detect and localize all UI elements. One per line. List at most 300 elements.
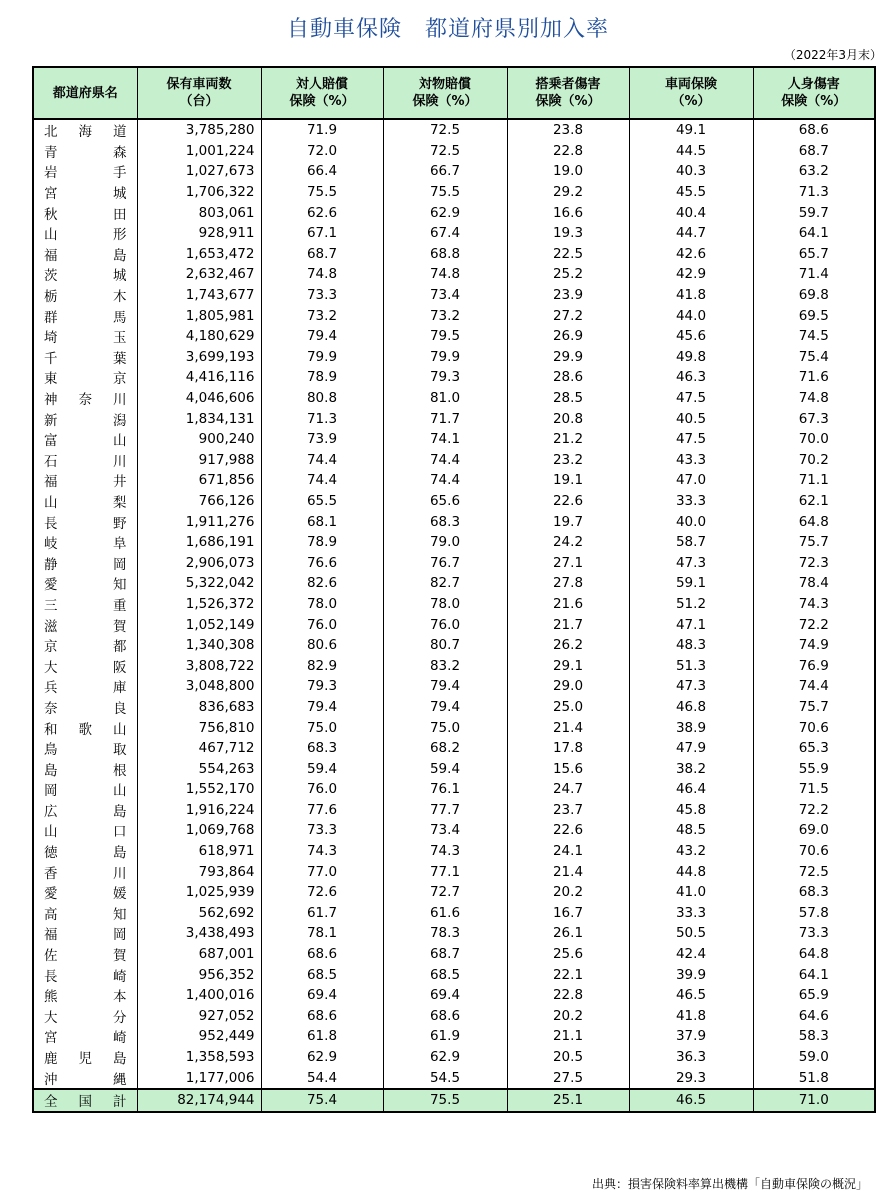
property-damage-cell: 79.9 (383, 347, 507, 368)
prefecture-name: 広 島 (44, 803, 127, 820)
bodily-injury-cell: 74.4 (261, 450, 383, 471)
bodily-injury-cell: 73.9 (261, 429, 383, 450)
table-row (33, 614, 875, 635)
prefecture-name: 埼 玉 (44, 330, 127, 347)
personal-injury-cell: 65.7 (753, 244, 875, 265)
prefecture-cell (33, 1006, 137, 1027)
table-row (33, 1067, 875, 1089)
prefecture-name: 新 潟 (44, 412, 127, 429)
table-row (33, 861, 875, 882)
vehicle-count-cell: 3,699,193 (137, 347, 261, 368)
passenger-injury-cell: 21.6 (507, 594, 629, 615)
vehicle-count-cell: 618,971 (137, 841, 261, 862)
personal-injury-cell: 76.9 (753, 655, 875, 676)
passenger-injury-cell: 26.9 (507, 326, 629, 347)
vehicle-insurance-cell: 58.7 (629, 532, 753, 553)
vehicle-insurance-cell: 41.8 (629, 285, 753, 306)
vehicle-insurance-cell: 45.8 (629, 800, 753, 821)
prefecture-cell (33, 1089, 137, 1112)
personal-injury-cell: 64.6 (753, 1006, 875, 1027)
passenger-injury-cell: 21.2 (507, 429, 629, 450)
header-row (33, 67, 875, 119)
property-damage-cell: 62.9 (383, 202, 507, 223)
vehicle-insurance-cell: 40.0 (629, 511, 753, 532)
passenger-injury-cell: 22.6 (507, 491, 629, 512)
personal-injury-cell: 70.6 (753, 841, 875, 862)
bodily-injury-cell: 75.0 (261, 717, 383, 738)
property-damage-cell: 79.3 (383, 367, 507, 388)
passenger-injury-cell: 23.9 (507, 285, 629, 306)
passenger-injury-cell: 25.0 (507, 697, 629, 718)
vehicle-count-cell: 687,001 (137, 944, 261, 965)
property-damage-cell: 74.4 (383, 470, 507, 491)
prefecture-cell (33, 903, 137, 924)
passenger-injury-cell: 22.6 (507, 820, 629, 841)
bodily-injury-cell: 78.1 (261, 923, 383, 944)
table-row (33, 985, 875, 1006)
vehicle-insurance-cell: 38.9 (629, 717, 753, 738)
table-row (33, 779, 875, 800)
vehicle-count-cell: 1,400,016 (137, 985, 261, 1006)
prefecture-name: 静 岡 (44, 556, 127, 573)
bodily-injury-cell: 79.3 (261, 676, 383, 697)
prefecture-name: 福 島 (44, 247, 127, 264)
personal-injury-cell: 59.0 (753, 1047, 875, 1068)
passenger-injury-cell: 29.0 (507, 676, 629, 697)
prefecture-cell (33, 1067, 137, 1089)
vehicle-insurance-cell: 44.0 (629, 305, 753, 326)
passenger-injury-cell: 25.2 (507, 264, 629, 285)
property-damage-cell: 73.4 (383, 285, 507, 306)
vehicle-count-cell: 4,416,116 (137, 367, 261, 388)
bodily-injury-cell: 54.4 (261, 1067, 383, 1089)
bodily-injury-cell: 65.5 (261, 491, 383, 512)
property-damage-cell: 69.4 (383, 985, 507, 1006)
personal-injury-cell: 74.3 (753, 594, 875, 615)
prefecture-cell (33, 429, 137, 450)
bodily-injury-cell: 72.0 (261, 141, 383, 162)
vehicle-count-cell: 1,025,939 (137, 882, 261, 903)
vehicle-insurance-cell: 40.3 (629, 161, 753, 182)
table-row (33, 1006, 875, 1027)
passenger-injury-cell: 29.1 (507, 655, 629, 676)
vehicle-count-cell: 2,632,467 (137, 264, 261, 285)
bodily-injury-cell: 77.6 (261, 800, 383, 821)
personal-injury-cell: 62.1 (753, 491, 875, 512)
bodily-injury-cell: 80.6 (261, 635, 383, 656)
property-damage-cell: 75.5 (383, 182, 507, 203)
prefecture-cell (33, 1047, 137, 1068)
prefecture-cell (33, 820, 137, 841)
bodily-injury-cell: 79.9 (261, 347, 383, 368)
vehicle-insurance-cell: 46.3 (629, 367, 753, 388)
table-row (33, 882, 875, 903)
table-row (33, 532, 875, 553)
property-damage-cell: 72.7 (383, 882, 507, 903)
passenger-injury-cell: 24.2 (507, 532, 629, 553)
prefecture-cell (33, 552, 137, 573)
table-row (33, 347, 875, 368)
vehicle-insurance-cell: 41.8 (629, 1006, 753, 1027)
vehicle-count-cell: 1,526,372 (137, 594, 261, 615)
passenger-injury-cell: 21.4 (507, 861, 629, 882)
vehicle-count-cell: 5,322,042 (137, 573, 261, 594)
personal-injury-cell: 72.2 (753, 614, 875, 635)
personal-injury-cell: 71.3 (753, 182, 875, 203)
bodily-injury-cell: 76.0 (261, 779, 383, 800)
personal-injury-cell: 78.4 (753, 573, 875, 594)
passenger-injury-cell: 24.7 (507, 779, 629, 800)
header-bodily-injury: 対人賠償 保険（%） (261, 67, 383, 119)
bodily-injury-cell: 72.6 (261, 882, 383, 903)
bodily-injury-cell: 61.7 (261, 903, 383, 924)
property-damage-cell: 77.7 (383, 800, 507, 821)
property-damage-cell: 75.5 (383, 1089, 507, 1112)
table-row (33, 305, 875, 326)
prefecture-cell (33, 944, 137, 965)
vehicle-insurance-cell: 42.9 (629, 264, 753, 285)
property-damage-cell: 62.9 (383, 1047, 507, 1068)
passenger-injury-cell: 27.1 (507, 552, 629, 573)
property-damage-cell: 68.6 (383, 1006, 507, 1027)
vehicle-insurance-cell: 42.6 (629, 244, 753, 265)
vehicle-count-cell: 928,911 (137, 223, 261, 244)
vehicle-insurance-cell: 47.9 (629, 738, 753, 759)
personal-injury-cell: 57.8 (753, 903, 875, 924)
vehicle-count-cell: 3,808,722 (137, 655, 261, 676)
personal-injury-cell: 69.5 (753, 305, 875, 326)
prefecture-cell (33, 244, 137, 265)
prefecture-name: 熊 本 (44, 989, 127, 1006)
prefecture-name: 高 知 (44, 906, 127, 923)
personal-injury-cell: 68.6 (753, 119, 875, 141)
prefecture-cell (33, 861, 137, 882)
prefecture-name: 香 川 (44, 865, 127, 882)
header-personal-injury: 人身傷害 保険（%） (753, 67, 875, 119)
vehicle-count-cell: 1,686,191 (137, 532, 261, 553)
property-damage-cell: 76.0 (383, 614, 507, 635)
table-row (33, 841, 875, 862)
passenger-injury-cell: 17.8 (507, 738, 629, 759)
personal-injury-cell: 71.6 (753, 367, 875, 388)
prefecture-name: 愛 知 (44, 577, 127, 594)
prefecture-name: 茨 城 (44, 268, 127, 285)
passenger-injury-cell: 23.8 (507, 119, 629, 141)
vehicle-count-cell: 1,027,673 (137, 161, 261, 182)
prefecture-name: 愛 媛 (44, 886, 127, 903)
vehicle-count-cell: 4,046,606 (137, 388, 261, 409)
vehicle-insurance-cell: 44.8 (629, 861, 753, 882)
prefecture-cell (33, 326, 137, 347)
source-note: 出典：損害保険料率算出機構「自動車保険の概況」 (591, 1177, 868, 1191)
personal-injury-cell: 64.8 (753, 944, 875, 965)
bodily-injury-cell: 73.3 (261, 285, 383, 306)
personal-injury-cell: 65.3 (753, 738, 875, 759)
table-row (33, 244, 875, 265)
property-damage-cell: 67.4 (383, 223, 507, 244)
vehicle-insurance-cell: 39.9 (629, 964, 753, 985)
prefecture-name: 鹿 児 島 (44, 1051, 127, 1068)
property-damage-cell: 81.0 (383, 388, 507, 409)
table-row (33, 264, 875, 285)
prefecture-cell (33, 305, 137, 326)
prefecture-name: 千 葉 (44, 350, 127, 367)
property-damage-cell: 79.4 (383, 676, 507, 697)
passenger-injury-cell: 28.6 (507, 367, 629, 388)
vehicle-count-cell: 1,177,006 (137, 1067, 261, 1089)
table-row (33, 511, 875, 532)
prefecture-name: 山 口 (44, 824, 127, 841)
vehicle-count-cell: 927,052 (137, 1006, 261, 1027)
vehicle-insurance-cell: 46.5 (629, 1089, 753, 1112)
as-of-date: （2022年3月末） (783, 48, 882, 62)
prefecture-cell (33, 779, 137, 800)
vehicle-insurance-cell: 51.3 (629, 655, 753, 676)
personal-injury-cell: 59.7 (753, 202, 875, 223)
vehicle-insurance-cell: 46.4 (629, 779, 753, 800)
table-row (33, 594, 875, 615)
personal-injury-cell: 71.5 (753, 779, 875, 800)
header-prefecture: 都道府県名 (33, 67, 137, 119)
prefecture-cell (33, 182, 137, 203)
vehicle-count-cell: 1,706,322 (137, 182, 261, 203)
table-row (33, 141, 875, 162)
bodily-injury-cell: 66.4 (261, 161, 383, 182)
passenger-injury-cell: 15.6 (507, 758, 629, 779)
prefecture-name: 和 歌 山 (44, 721, 127, 738)
personal-injury-cell: 74.5 (753, 326, 875, 347)
table-row (33, 964, 875, 985)
vehicle-insurance-cell: 33.3 (629, 491, 753, 512)
table-row (33, 800, 875, 821)
vehicle-count-cell: 1,358,593 (137, 1047, 261, 1068)
property-damage-cell: 75.0 (383, 717, 507, 738)
prefecture-cell (33, 450, 137, 471)
vehicle-insurance-cell: 59.1 (629, 573, 753, 594)
bodily-injury-cell: 68.1 (261, 511, 383, 532)
property-damage-cell: 68.2 (383, 738, 507, 759)
vehicle-count-cell: 1,653,472 (137, 244, 261, 265)
table-row (33, 450, 875, 471)
bodily-injury-cell: 67.1 (261, 223, 383, 244)
property-damage-cell: 68.7 (383, 944, 507, 965)
vehicle-insurance-cell: 45.6 (629, 326, 753, 347)
vehicle-count-cell: 3,785,280 (137, 119, 261, 141)
property-damage-cell: 72.5 (383, 141, 507, 162)
personal-injury-cell: 75.7 (753, 532, 875, 553)
vehicle-insurance-cell: 41.0 (629, 882, 753, 903)
prefecture-cell (33, 800, 137, 821)
prefecture-cell (33, 573, 137, 594)
bodily-injury-cell: 62.6 (261, 202, 383, 223)
vehicle-count-cell: 956,352 (137, 964, 261, 985)
personal-injury-cell: 51.8 (753, 1067, 875, 1089)
vehicle-insurance-cell: 47.3 (629, 676, 753, 697)
passenger-injury-cell: 20.8 (507, 408, 629, 429)
passenger-injury-cell: 20.2 (507, 1006, 629, 1027)
prefecture-name: 滋 賀 (44, 618, 127, 635)
vehicle-insurance-cell: 47.0 (629, 470, 753, 491)
prefecture-name: 青 森 (44, 144, 127, 161)
vehicle-count-cell: 900,240 (137, 429, 261, 450)
property-damage-cell: 68.5 (383, 964, 507, 985)
vehicle-insurance-cell: 47.5 (629, 429, 753, 450)
table-body (33, 119, 875, 1112)
passenger-injury-cell: 26.2 (507, 635, 629, 656)
prefecture-cell (33, 655, 137, 676)
prefecture-cell (33, 964, 137, 985)
prefecture-cell (33, 511, 137, 532)
bodily-injury-cell: 78.9 (261, 532, 383, 553)
prefecture-name: 岩 手 (44, 165, 127, 182)
prefecture-cell (33, 202, 137, 223)
personal-injury-cell: 75.4 (753, 347, 875, 368)
property-damage-cell: 79.0 (383, 532, 507, 553)
passenger-injury-cell: 27.2 (507, 305, 629, 326)
passenger-injury-cell: 27.8 (507, 573, 629, 594)
vehicle-insurance-cell: 46.8 (629, 697, 753, 718)
bodily-injury-cell: 80.8 (261, 388, 383, 409)
passenger-injury-cell: 24.1 (507, 841, 629, 862)
property-damage-cell: 73.2 (383, 305, 507, 326)
page-title: 自動車保険 都道府県別加入率 (286, 17, 609, 42)
table-row (33, 655, 875, 676)
vehicle-insurance-cell: 29.3 (629, 1067, 753, 1089)
prefecture-name: 石 川 (44, 453, 127, 470)
property-damage-cell: 79.5 (383, 326, 507, 347)
table-row (33, 367, 875, 388)
bodily-injury-cell: 74.4 (261, 470, 383, 491)
vehicle-count-cell: 2,906,073 (137, 552, 261, 573)
property-damage-cell: 68.3 (383, 511, 507, 532)
property-damage-cell: 78.0 (383, 594, 507, 615)
personal-injury-cell: 71.4 (753, 264, 875, 285)
property-damage-cell: 65.6 (383, 491, 507, 512)
property-damage-cell: 74.1 (383, 429, 507, 450)
bodily-injury-cell: 78.9 (261, 367, 383, 388)
prefecture-cell (33, 408, 137, 429)
table-row (33, 408, 875, 429)
personal-injury-cell: 74.4 (753, 676, 875, 697)
prefecture-cell (33, 923, 137, 944)
bodily-injury-cell: 59.4 (261, 758, 383, 779)
prefecture-cell (33, 285, 137, 306)
prefecture-cell (33, 223, 137, 244)
property-damage-cell: 77.1 (383, 861, 507, 882)
header-property-damage: 対物賠償 保険（%） (383, 67, 507, 119)
passenger-injury-cell: 29.9 (507, 347, 629, 368)
personal-injury-cell: 75.7 (753, 697, 875, 718)
vehicle-count-cell: 756,810 (137, 717, 261, 738)
prefecture-cell (33, 491, 137, 512)
table-row (33, 470, 875, 491)
table-row (33, 1047, 875, 1068)
personal-injury-cell: 65.9 (753, 985, 875, 1006)
passenger-injury-cell: 21.7 (507, 614, 629, 635)
passenger-injury-cell: 25.1 (507, 1089, 629, 1112)
vehicle-count-cell: 3,438,493 (137, 923, 261, 944)
prefecture-name: 群 馬 (44, 309, 127, 326)
property-damage-cell: 54.5 (383, 1067, 507, 1089)
prefecture-name: 沖 縄 (44, 1071, 127, 1088)
personal-injury-cell: 70.2 (753, 450, 875, 471)
prefecture-name: 京 都 (44, 639, 127, 656)
vehicle-insurance-cell: 46.5 (629, 985, 753, 1006)
table-row (33, 738, 875, 759)
prefecture-cell (33, 141, 137, 162)
bodily-injury-cell: 74.8 (261, 264, 383, 285)
vehicle-count-cell: 952,449 (137, 1026, 261, 1047)
vehicle-count-cell: 671,856 (137, 470, 261, 491)
bodily-injury-cell: 73.3 (261, 820, 383, 841)
bodily-injury-cell: 68.6 (261, 1006, 383, 1027)
property-damage-cell: 74.3 (383, 841, 507, 862)
vehicle-count-cell: 917,988 (137, 450, 261, 471)
property-damage-cell: 74.4 (383, 450, 507, 471)
prefecture-cell (33, 594, 137, 615)
property-damage-cell: 78.3 (383, 923, 507, 944)
property-damage-cell: 79.4 (383, 697, 507, 718)
vehicle-insurance-cell: 43.3 (629, 450, 753, 471)
personal-injury-cell: 71.0 (753, 1089, 875, 1112)
prefecture-name: 佐 賀 (44, 948, 127, 965)
header-vehicle-insurance: 車両保険 （%） (629, 67, 753, 119)
passenger-injury-cell: 27.5 (507, 1067, 629, 1089)
bodily-injury-cell: 76.6 (261, 552, 383, 573)
personal-injury-cell: 73.3 (753, 923, 875, 944)
passenger-injury-cell: 22.8 (507, 141, 629, 162)
table-row (33, 388, 875, 409)
prefecture-cell (33, 985, 137, 1006)
vehicle-insurance-cell: 43.2 (629, 841, 753, 862)
property-damage-cell: 59.4 (383, 758, 507, 779)
prefecture-name: 山 梨 (44, 494, 127, 511)
passenger-injury-cell: 23.2 (507, 450, 629, 471)
prefecture-name: 鳥 取 (44, 742, 127, 759)
bodily-injury-cell: 82.6 (261, 573, 383, 594)
passenger-injury-cell: 22.1 (507, 964, 629, 985)
vehicle-count-cell: 1,552,170 (137, 779, 261, 800)
personal-injury-cell: 72.2 (753, 800, 875, 821)
vehicle-count-cell: 1,052,149 (137, 614, 261, 635)
vehicle-insurance-cell: 40.5 (629, 408, 753, 429)
table-row (33, 758, 875, 779)
passenger-injury-cell: 19.1 (507, 470, 629, 491)
prefecture-cell (33, 676, 137, 697)
table-row (33, 944, 875, 965)
vehicle-count-cell: 1,743,677 (137, 285, 261, 306)
bodily-injury-cell: 71.3 (261, 408, 383, 429)
prefecture-cell (33, 264, 137, 285)
vehicle-insurance-cell: 51.2 (629, 594, 753, 615)
vehicle-count-cell: 4,180,629 (137, 326, 261, 347)
vehicle-insurance-cell: 48.3 (629, 635, 753, 656)
table-row (33, 573, 875, 594)
personal-injury-cell: 69.8 (753, 285, 875, 306)
prefecture-cell (33, 882, 137, 903)
prefecture-cell (33, 635, 137, 656)
prefecture-cell (33, 697, 137, 718)
table-row (33, 1026, 875, 1047)
table-row (33, 223, 875, 244)
personal-injury-cell: 63.2 (753, 161, 875, 182)
table-row (33, 285, 875, 306)
personal-injury-cell: 71.1 (753, 470, 875, 491)
vehicle-insurance-cell: 49.1 (629, 119, 753, 141)
bodily-injury-cell: 77.0 (261, 861, 383, 882)
property-damage-cell: 71.7 (383, 408, 507, 429)
prefecture-cell (33, 388, 137, 409)
